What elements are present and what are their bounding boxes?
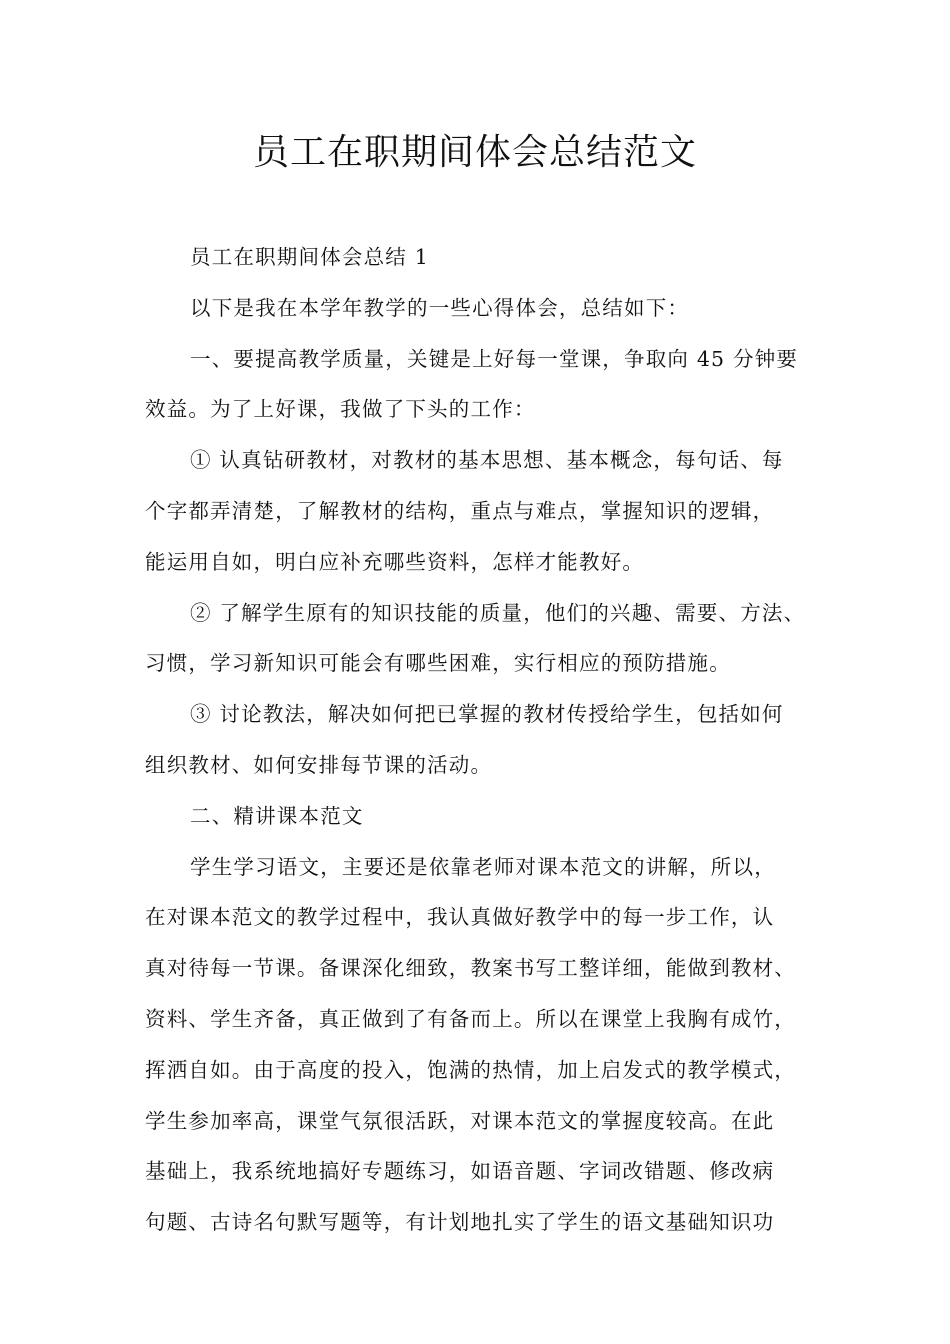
text-line: ③ 讨论教法，解决如何把已掌握的教材传授给学生，包括如何	[190, 702, 784, 727]
text-line: 能运用自如，明白应补充哪些资料，怎样才能教好。	[145, 549, 645, 574]
text-line: ② 了解学生原有的知识技能的质量，他们的兴趣、需要、方法、	[190, 600, 806, 625]
text-line: 真对待每一节课。备课深化细致，教案书写工整详细，能做到教材、	[145, 956, 796, 981]
text-line: 挥洒自如。由于高度的投入，饱满的热情，加上启发式的教学模式，	[145, 1057, 796, 1082]
text-line: 效益。为了上好课，我做了下头的工作：	[145, 397, 536, 422]
text-line: 一、要提高教学质量，关键是上好每一堂课，争取向 45 分钟要	[190, 346, 799, 371]
text-line: 学生学习语文，主要还是依靠老师对课本范文的讲解，所以，	[190, 854, 776, 879]
text-line: 习惯，学习新知识可能会有哪些困难，实行相应的预防措施。	[145, 651, 731, 676]
text-line: 在对课本范文的教学过程中，我认真做好教学中的每一步工作，认	[145, 905, 775, 930]
text-line: 基础上，我系统地搞好专题练习，如语音题、字词改错题、修改病	[145, 1159, 775, 1184]
text-line: ① 认真钻研教材，对教材的基本思想、基本概念，每句话、每	[190, 448, 784, 473]
document-title: 员工在职期间体会总结范文	[252, 132, 697, 173]
text-line: 以下是我在本学年教学的一些心得体会，总结如下：	[190, 295, 690, 320]
text-line: 组织教材、如何安排每节课的活动。	[145, 752, 493, 777]
text-line: 员工在职期间体会总结 1	[190, 245, 429, 269]
text-line: 二、精讲课本范文	[190, 803, 364, 828]
document-body	[145, 232, 825, 1248]
text-line: 个字都弄清楚，了解教材的结构，重点与难点，掌握知识的逻辑，	[145, 498, 775, 523]
text-line: 学生参加率高，课堂气氛很活跃，对课本范文的掌握度较高。在此	[145, 1108, 775, 1133]
text-line: 资料、学生齐备，真正做到了有备而上。所以在课堂上我胸有成竹，	[145, 1006, 796, 1031]
text-line: 句题、古诗名句默写题等，有计划地扎实了学生的语文基础知识功	[145, 1210, 775, 1235]
